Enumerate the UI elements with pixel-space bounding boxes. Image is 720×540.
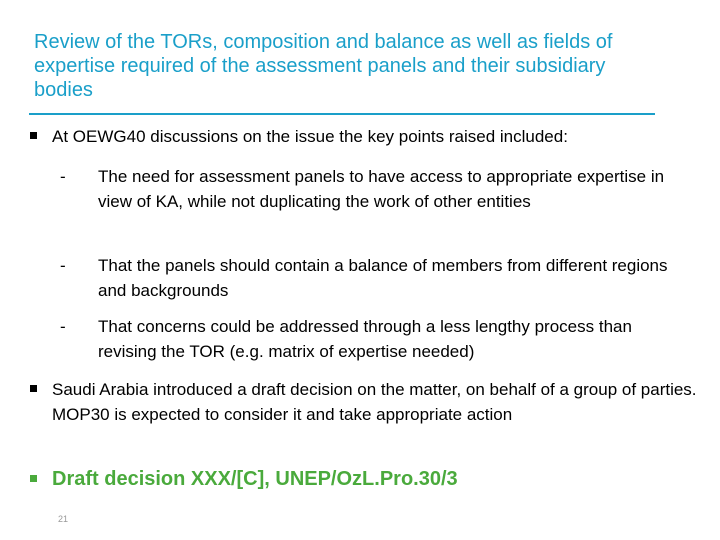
bullet-text: Saudi Arabia introduced a draft decision on the matter, on behalf of a group of parties. MOP30 is expected to consider it and take appropriate action bbox=[52, 380, 697, 424]
slide-title: Review of the TORs, composition and balance as well as fields of expertise required of the assessment panels and their subsidiary bodies bbox=[34, 31, 613, 101]
page-number: 21 bbox=[58, 514, 69, 524]
subitem-text: That concerns could be addressed through a less lengthy process than revising the TOR (e.g. matrix of expertise needed) bbox=[98, 317, 632, 361]
square-bullet-icon bbox=[30, 385, 37, 392]
bullet-text: Draft decision XXX/[C], UNEP/OzL.Pro.30/3 bbox=[52, 468, 458, 490]
subitem-text: The need for assessment panels to have access to appropriate expertise in view of KA, while not duplicating the work of other entities bbox=[98, 167, 665, 211]
square-bullet-icon bbox=[30, 132, 37, 139]
dash-marker: - bbox=[60, 317, 66, 336]
bullet-text: At OEWG40 discussions on the issue the key points raised included: bbox=[52, 127, 568, 146]
square-bullet-icon bbox=[30, 475, 37, 482]
subitem-text: That the panels should contain a balance of members from different regions and backgrounds bbox=[98, 256, 668, 300]
title-underline bbox=[29, 113, 655, 115]
dash-marker: - bbox=[60, 256, 66, 275]
dash-marker: - bbox=[60, 167, 66, 186]
